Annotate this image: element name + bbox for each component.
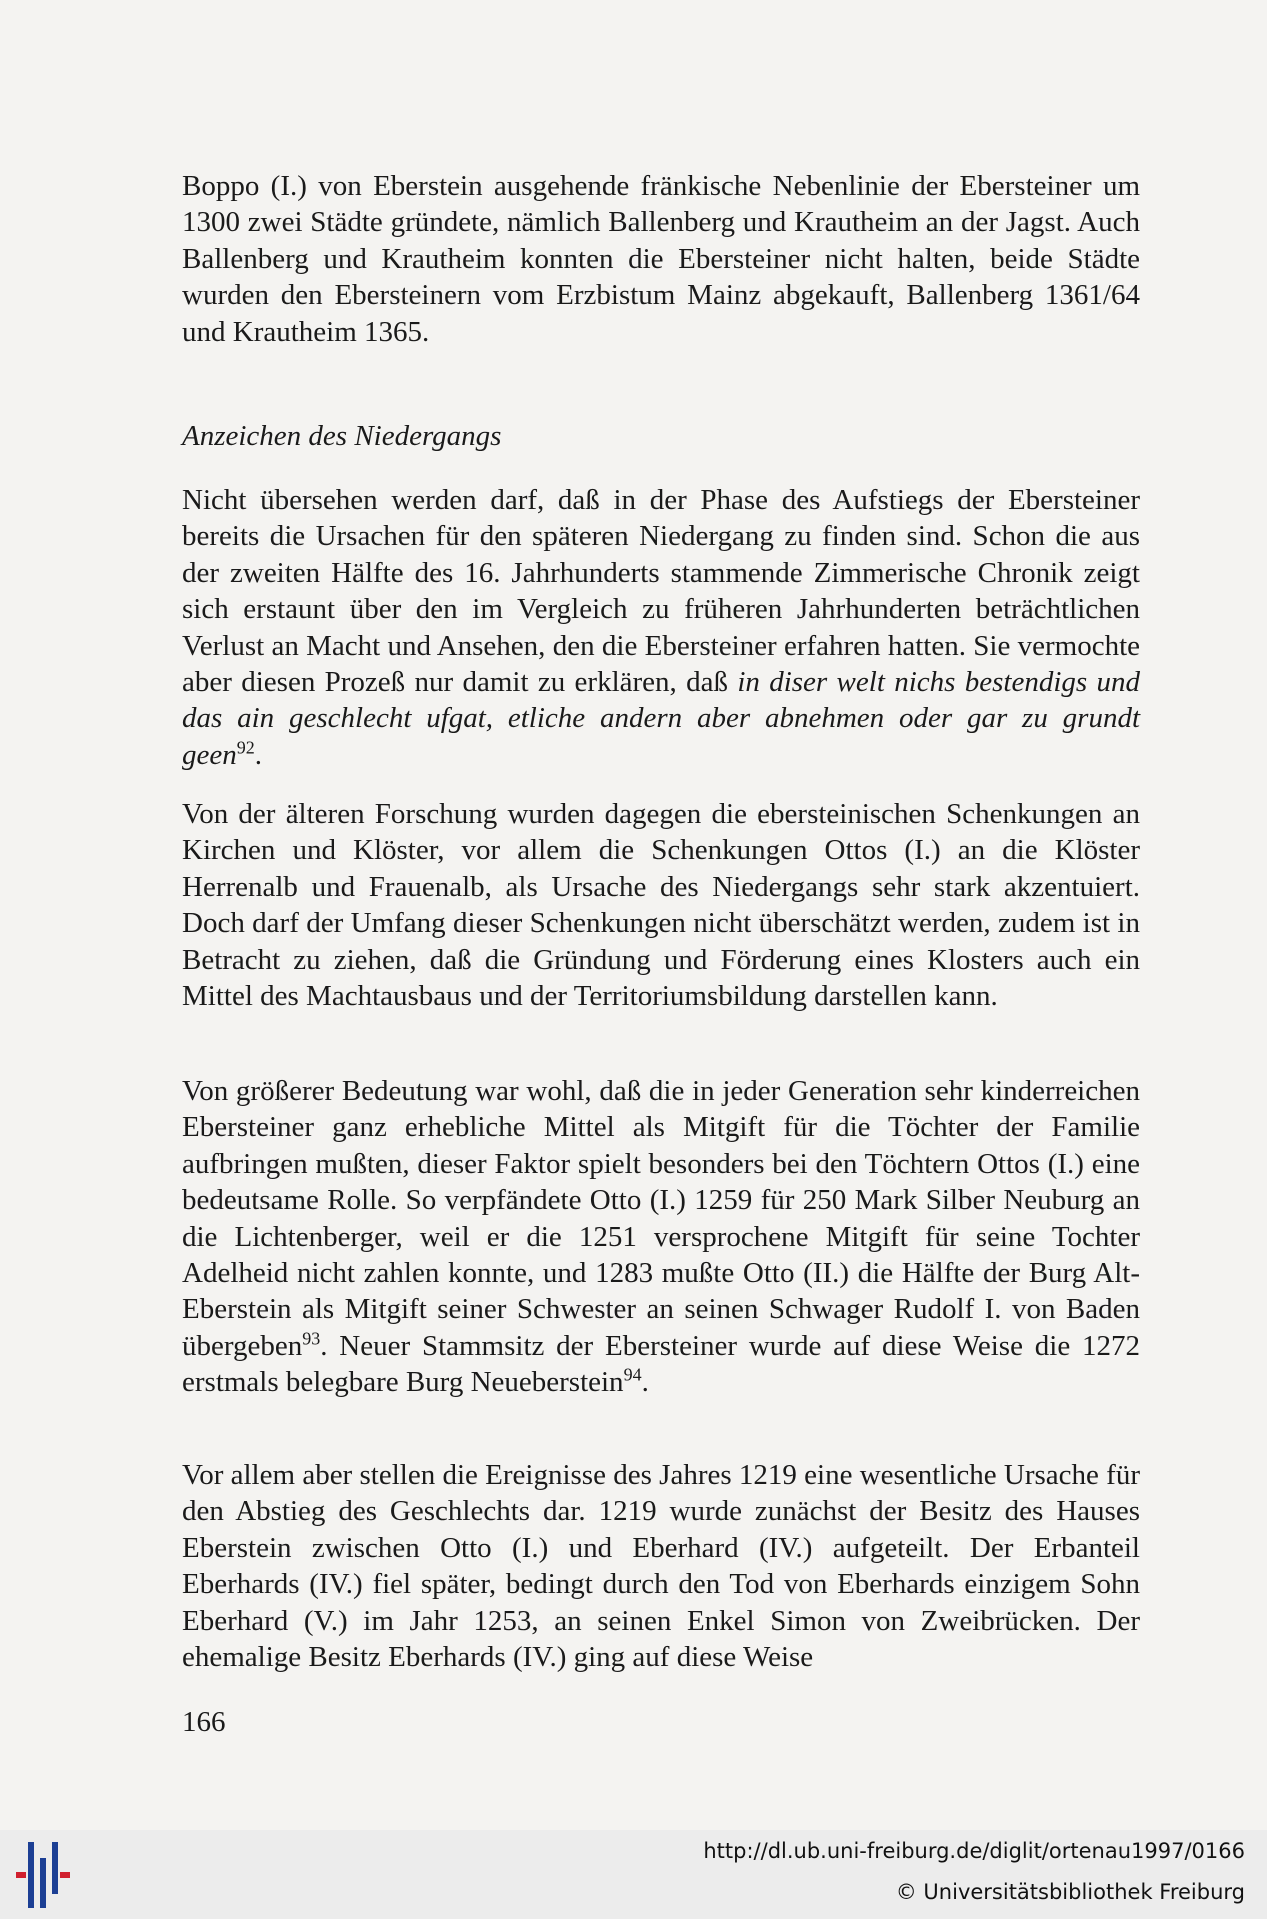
- paragraph-1: [182, 168, 1140, 350]
- footnote-ref-93[interactable]: 93: [302, 1328, 321, 1349]
- chronicle-quote: in diser welt nichs bestendigs und das ain geschlecht ufgat, etliche andern aber abnehmen oder gar zu grundt geen: [182, 666, 1140, 771]
- paragraph-5: [182, 1457, 1140, 1675]
- document-url-link[interactable]: http://dl.ub.uni-freiburg.de/diglit/ortenau1997/0166: [703, 1839, 1245, 1863]
- paragraph-5-text: Vor allem aber stellen die Ereignisse des Jahres 1219 eine wesentliche Ursache für den Abstieg des Geschlechts dar. 1219 wurde zunächst der Besitz des Hauses Eberstein zwischen Otto (I.) und Eberhard (IV.) aufgeteilt. Der Erbanteil Eberhards (IV.) fiel später, bedingt durch den Tod von Eberhards einzigem Sohn Eberhard (V.) im Jahr 1253, an seinen Enkel Simon von Zweibrücken. Der ehemalige Besitz Eberhards (IV.) ging auf diese Weise: [182, 1459, 1140, 1674]
- footnote-ref-94[interactable]: 94: [623, 1364, 642, 1385]
- paragraph-1-text: Boppo (I.) von Eberstein ausgehende fränkische Nebenlinie der Ebersteiner um 1300 zwei Städte gründete, nämlich Ballenberg und Krautheim an der Jagst. Auch Ballenberg und Krautheim konnten die Ebersteiner nicht halten, beide Städte wurden den Ebersteinern vom Erzbistum Mainz abgekauft, Ballenberg 1361/64 und Krautheim 1365.: [182, 170, 1140, 348]
- paragraph-4-text-b: . Neuer Stammsitz der Ebersteiner wurde auf diese Weise die 1272 erstmals belegbare Burg Neueberstein: [182, 1329, 1140, 1399]
- copyright-notice: © Universitätsbibliothek Freiburg: [895, 1880, 1245, 1904]
- paragraph-4: Von größerer Bedeutung war wohl, daß die in jeder Generation sehr kinderreichen Ebersteiner ganz erhebliche Mittel als Mitgift für die Töchter der Familie aufbringen mußten, dieser Faktor spielt besonders bei den Töchtern Ottos (I.) eine bedeutsame Rolle. So verpfändete Otto (I.) 1259 für 250 Mark Silber Neuburg an die Lichtenberger, weil er die 1251 versprochene Mitgift für seine Tochter Adelheid nicht zahlen konnte, und 1283 mußte Otto (II.) die Hälfte der Burg Alt-Eberstein als Mitgift seiner Schwester an seinen Schwager Rudolf I. von Baden übergeben$^{93}$. Neuer Stammsitz der Ebersteiner wurde auf diese Weise die 1272 erstmals belegbare Burg Neueberstein$^{94}$.: [182, 1075, 1140, 1399]
- paragraph-3: [182, 796, 1140, 1014]
- paragraph-2: Nicht übersehen werden darf, daß in der Phase des Aufstiegs der Ebersteiner bereits die Ursachen für den späteren Niedergang zu finden sind. Schon die aus der zweiten Hälfte des 16. Jahrhunderts stammende Zimmerische Chronik zeigt sich erstaunt über den im Vergleich zu früheren Jahrhunderten beträchtlichen Verlust an Macht und Ansehen, den die Ebersteiner erfahren hatten. Sie vermochte aber diesen Prozeß nur damit zu erklären, daß in diser welt nichs bestendigs und das ain geschlecht ufgat, etliche andern aber abnehmen oder gar zu grundt geen$^{92}$.: [182, 484, 1140, 771]
- paragraph-2-text: Nicht übersehen werden darf, daß in der Phase des Aufstiegs der Ebersteiner bereits die Ursachen für den späteren Niedergang zu finden sind. Schon die aus der zweiten Hälfte des 16. Jahrhunderts stammende Zimmerische Chronik zeigt sich erstaunt über den im Vergleich zu früheren Jahrhunderten beträchtlichen Verlust an Macht und Ansehen, den die Ebersteiner erfahren hatten. Sie vermochte aber diesen Prozeß nur damit zu erklären, daß: [182, 484, 1140, 699]
- ub-freiburg-logo-icon[interactable]: [16, 1842, 80, 1908]
- page-number: 166: [182, 1706, 226, 1738]
- paragraph-3-text: Von der älteren Forschung wurden dagegen die ebersteinischen Schenkungen an Kirchen und Klöster, vor allem die Schenkungen Ottos (I.) an die Klöster Herrenalb und Frauenalb, als Ursache des Niedergangs sehr stark akzentuiert. Doch darf der Umfang dieser Schenkungen nicht überschätzt werden, zudem ist in Betracht zu ziehen, daß die Gründung und Förderung eines Klosters auch ein Mittel des Machtausbaus und der Territoriumsbildung darstellen kann.: [182, 798, 1140, 1013]
- footnote-ref-92[interactable]: 92: [236, 737, 255, 758]
- viewer-footer: [0, 1830, 1267, 1919]
- paragraph-4-text-a: Von größerer Bedeutung war wohl, daß die in jeder Generation sehr kinderreichen Ebersteiner ganz erhebliche Mittel als Mitgift für die Töchter der Familie aufbringen mußten, dieser Faktor spielt besonders bei den Töchtern Ottos (I.) eine bedeutsame Rolle. So verpfändete Otto (I.) 1259 für 250 Mark Silber Neuburg an die Lichtenberger, weil er die 1251 versprochene Mitgift für seine Tochter Adelheid nicht zahlen konnte, und 1283 mußte Otto (II.) die Hälfte der Burg Alt-Eberstein als Mitgift seiner Schwester an seinen Schwager Rudolf I. von Baden übergeben: [182, 1075, 1140, 1362]
- section-heading: Anzeichen des Niedergangs: [182, 420, 502, 452]
